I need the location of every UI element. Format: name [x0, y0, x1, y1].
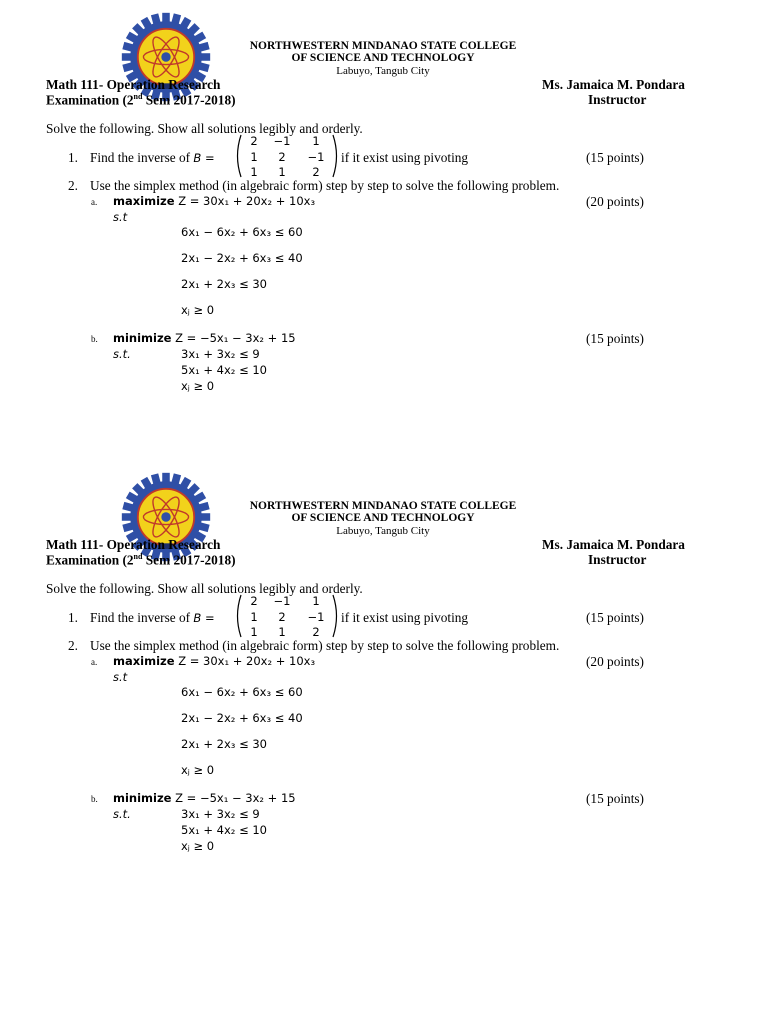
school-name-line2: OF SCIENCE AND TECHNOLOGY	[291, 52, 475, 64]
q1-trail: if it exist using pivoting	[341, 150, 469, 165]
matrix-cell: 1	[250, 150, 258, 164]
qa-constraint: 2x₁ − 2x₂ + 6x₃ ≤ 40	[181, 251, 303, 265]
left-paren	[234, 594, 242, 638]
instructions: Solve the following. Show all solutions legibly and orderly.	[46, 121, 363, 136]
instructor-role: Instructor	[588, 92, 647, 107]
qb-constraint: xⱼ ≥ 0	[181, 379, 215, 393]
qa-constraint: 2x₁ + 2x₃ ≤ 30	[181, 737, 267, 751]
school-name-line1: NORTHWESTERN MINDANAO STATE COLLEGE	[249, 40, 517, 52]
school-name-line2: OF SCIENCE AND TECHNOLOGY	[291, 512, 475, 524]
q2-text: Use the simplex method (in algebraic form) step by step to solve the following problem.	[90, 178, 560, 193]
q2-number: 2.	[68, 178, 78, 193]
exam-title: Examination (2nd Sem 2017-2018)	[46, 552, 236, 568]
q1-number: 1.	[68, 610, 78, 625]
qa-constraint: 6x₁ − 6x₂ + 6x₃ ≤ 60	[181, 225, 303, 239]
right-paren	[332, 134, 340, 178]
course-title: Math 111- Operation Research	[46, 537, 221, 552]
qb-constraint: 3x₁ + 3x₂ ≤ 9	[181, 807, 260, 821]
q2-number: 2.	[68, 638, 78, 653]
matrix-cell: 2	[250, 134, 258, 148]
qa-letter: a.	[91, 197, 98, 207]
qb-letter: b.	[91, 334, 98, 344]
qb-constraint: 5x₁ + 4x₂ ≤ 10	[181, 363, 267, 377]
matrix-b	[234, 594, 340, 640]
qb-st: s.t.	[113, 807, 131, 821]
qb-points: (15 points)	[586, 331, 644, 346]
matrix-cell: 1	[312, 594, 320, 608]
qa-st: s.t	[113, 210, 128, 224]
matrix-cell: 1	[278, 625, 286, 639]
q2-text: Use the simplex method (in algebraic form) step by step to solve the following problem.	[90, 638, 560, 653]
matrix-cell: 2	[278, 150, 286, 164]
matrix-cell: −1	[307, 150, 325, 164]
q1-number: 1.	[68, 150, 78, 165]
matrix-b	[234, 134, 340, 180]
qa-points: (20 points)	[586, 194, 644, 209]
qa-constraint: 2x₁ + 2x₃ ≤ 30	[181, 277, 267, 291]
qa-letter: a.	[91, 657, 98, 667]
qb-constraint: xⱼ ≥ 0	[181, 839, 215, 853]
matrix-cell: −1	[273, 134, 291, 148]
left-paren	[234, 134, 242, 178]
instructor-name: Ms. Jamaica M. Pondara	[542, 77, 685, 92]
qa-objective: maximize Z = 30x₁ + 20x₂ + 10x₃	[113, 194, 316, 208]
qa-constraint: 6x₁ − 6x₂ + 6x₃ ≤ 60	[181, 685, 303, 699]
exam-sheet-1	[0, 0, 768, 460]
matrix-cell: −1	[273, 594, 291, 608]
matrix-cell: 2	[312, 625, 320, 639]
school-name-line1: NORTHWESTERN MINDANAO STATE COLLEGE	[249, 500, 517, 512]
course-title: Math 111- Operation Research	[46, 77, 221, 92]
qb-st: s.t.	[113, 347, 131, 361]
matrix-cell: 2	[312, 165, 320, 179]
instructor-name: Ms. Jamaica M. Pondara	[542, 537, 685, 552]
school-city: Labuyo, Tangub City	[336, 65, 430, 77]
qb-constraint: 3x₁ + 3x₂ ≤ 9	[181, 347, 260, 361]
qb-letter: b.	[91, 794, 98, 804]
qa-constraint: 2x₁ − 2x₂ + 6x₃ ≤ 40	[181, 711, 303, 725]
exam-title: Examination (2nd Sem 2017-2018)	[46, 92, 236, 108]
matrix-cell: 1	[250, 165, 258, 179]
qa-constraint: xⱼ ≥ 0	[181, 303, 215, 317]
instructions: Solve the following. Show all solutions legibly and orderly.	[46, 581, 363, 596]
matrix-cell: 1	[250, 625, 258, 639]
qb-constraint: 5x₁ + 4x₂ ≤ 10	[181, 823, 267, 837]
q1-text: Find the inverse of B =	[90, 610, 215, 625]
qb-objective: minimize Z = −5x₁ − 3x₂ + 15	[113, 331, 296, 345]
matrix-cell: 1	[312, 134, 320, 148]
right-paren	[332, 594, 340, 638]
instructor-role: Instructor	[588, 552, 647, 567]
qb-points: (15 points)	[586, 791, 644, 806]
exam-sheet-2	[0, 460, 768, 920]
q1-trail: if it exist using pivoting	[341, 610, 469, 625]
qa-constraint: xⱼ ≥ 0	[181, 763, 215, 777]
matrix-cell: 2	[250, 594, 258, 608]
matrix-cell: 1	[278, 165, 286, 179]
q1-points: (15 points)	[586, 610, 644, 625]
school-city: Labuyo, Tangub City	[336, 525, 430, 537]
qa-objective: maximize Z = 30x₁ + 20x₂ + 10x₃	[113, 654, 316, 668]
qb-objective: minimize Z = −5x₁ − 3x₂ + 15	[113, 791, 296, 805]
matrix-cell: −1	[307, 610, 325, 624]
qa-points: (20 points)	[586, 654, 644, 669]
matrix-cell: 2	[278, 610, 286, 624]
qa-st: s.t	[113, 670, 128, 684]
q1-text: Find the inverse of B =	[90, 150, 215, 165]
matrix-cell: 1	[250, 610, 258, 624]
q1-points: (15 points)	[586, 150, 644, 165]
